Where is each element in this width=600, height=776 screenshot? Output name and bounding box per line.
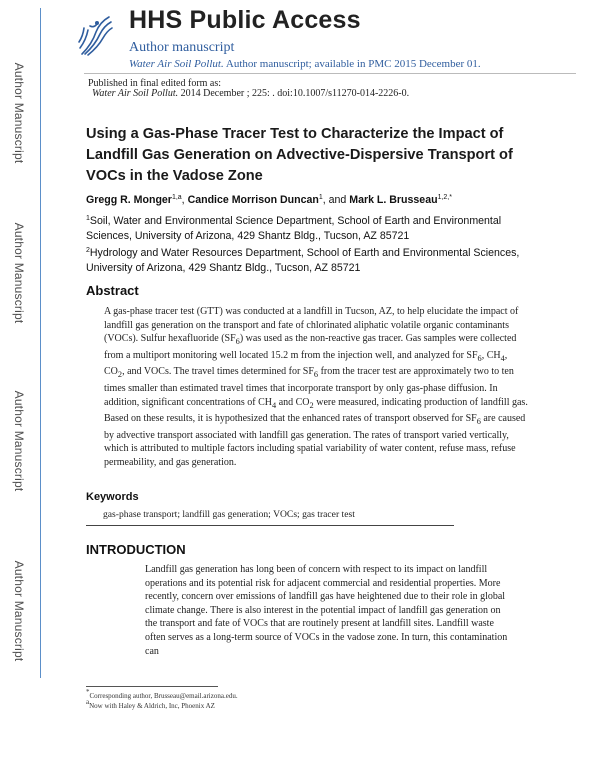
keywords-heading: Keywords (86, 491, 139, 503)
affiliation-2: $^2$Hydrology and Water Resources Department, School of Earth and Environmental Sciences, University of Arizona, 429 Shantz Bldg., Tucson, AZ 85721 (86, 247, 520, 274)
hhs-public-access-title: HHS Public Access (129, 6, 361, 34)
article-title: Using a Gas-Phase Tracer Test to Characterize the Impact of Landfill Gas Generation on Advective-Dispersive Transport of VOCs in the Vadose Zone (86, 126, 513, 184)
sidebar-label-2: Author Manuscript (12, 222, 26, 324)
sidebar-label-4: Author Manuscript (12, 560, 26, 662)
hhs-eagle-logo-icon (76, 14, 114, 58)
sidebar-divider (40, 8, 41, 678)
author-name: Gregg R. Monger (86, 194, 172, 206)
sidebar-label-3: Author Manuscript (12, 390, 26, 492)
sidebar-label-1: Author Manuscript (12, 62, 26, 164)
footnote-divider (86, 686, 218, 687)
affiliation-1: $^1$Soil, Water and Environmental Science Department, School of Earth and Environmental Sciences, University of Arizona, 429 Shantz Bldg., Tucson, AZ 85721 (86, 215, 502, 242)
introduction-body: Landfill gas generation has long been of concern with respect to its impact on landfill operations and its potential risk for adjacent commercial and residential properties. More recently, concern over emissions of landfill gas have heightened due to their role in global climate change. There is also interest in the potential impact of landfill gas generation on the transport and fate of VOCs that are routinely present at landfill sites. Landfill waste often serves as a long-term source of VOCs in the vadose zone. In turn, this contamination can (145, 564, 508, 657)
footnote-corresponding-author: *Corresponding author, Brusseau@email.arizona.edu. (86, 688, 238, 700)
keywords-divider (86, 525, 454, 526)
journal-availability: Water Air Soil Pollut. Author manuscript; available in PMC 2015 December 01. (129, 58, 481, 70)
abstract-heading: Abstract (86, 283, 139, 298)
author-manuscript-label: Author manuscript (129, 40, 235, 55)
keywords-list: gas-phase transport; landfill gas generation; VOCs; gas tracer test (103, 509, 355, 520)
author-name: Mark L. Brusseau (349, 194, 438, 206)
author-name: Candice Morrison Duncan (187, 194, 319, 206)
introduction-heading: INTRODUCTION (86, 542, 186, 557)
author-list: Gregg R. Monger$^{1,a}$, Candice Morrison Duncan$^1$, and Mark L. Brusseau$^{1,2,*}$ (86, 194, 452, 206)
footnote-affiliation: aNow with Haley & Aldrich, Inc, Phoenix AZ (86, 698, 215, 710)
published-in-label: Published in final edited form as: (88, 78, 222, 89)
abstract-body: A gas-phase tracer test (GTT) was conducted at a landfill in Tucson, AZ, to help elucidate the impact of landfill gas generation on the transport and fate of chlorinated aliphatic volatile organic contaminants (VOCs). Sulfur hexafluoride $(SF_6)$ was used as the non-reactive gas tracer. Gas samples were collected from a multiport monitoring well located 15.2 m from the injection well, and analyzed for $SF_6$, $CH_4$, $CO_2$, and VOCs. The travel times determined for $SF_6$ from the tracer test are approximately two to ten times smaller than estimated travel times that incorporate transport by only gas-phase diffusion. In addition, significant concentrations of $CH_4$ and $CO_2$ were measured, indicating production of landfill gas. Based on these results, it is hypothesized that the enhanced rates of transport observed for $SF_6$ are caused by advective transport associated with landfill gas generation. The rates of transport varied vertically, which is attributed to multiple factors including spatial variability of water content, refuse mass, refuse permeability, and gas generation. (104, 306, 528, 468)
publication-citation: Water Air Soil Pollut. 2014 December ; 225: . doi:10.1007/s11270-014-2226-0. (92, 88, 410, 99)
header-divider (84, 73, 576, 74)
